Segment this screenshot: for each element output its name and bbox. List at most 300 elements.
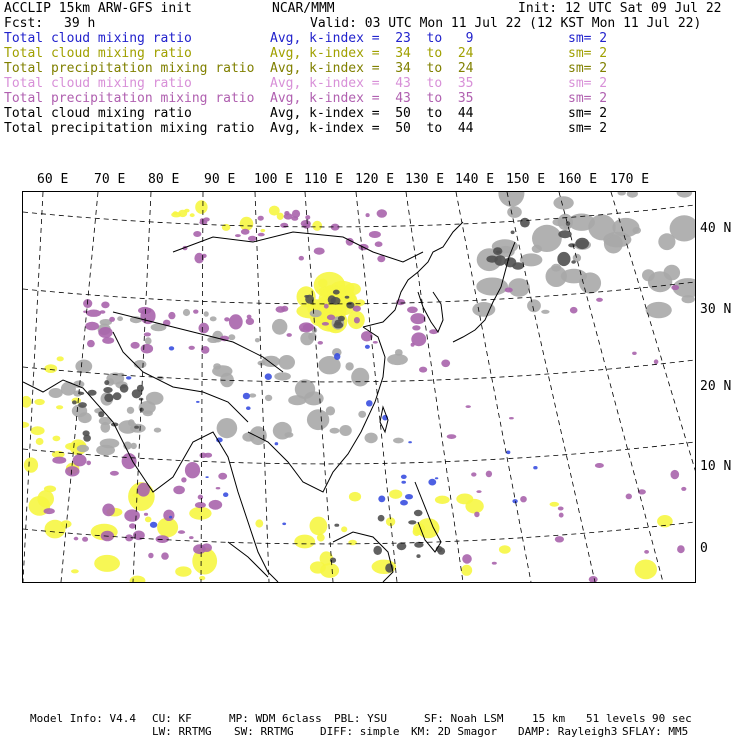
cloud-dark-patch bbox=[566, 221, 570, 226]
cloud-gray-patch bbox=[387, 354, 408, 365]
cloud-yellow-patch bbox=[37, 490, 54, 507]
cloud-yellow-patch bbox=[312, 221, 322, 231]
meridian bbox=[201, 192, 203, 582]
cloud-gray-patch bbox=[117, 316, 123, 321]
footer-item: 90 sec bbox=[652, 712, 692, 725]
precip-purple-patch bbox=[141, 344, 153, 354]
precip-purple-patch bbox=[375, 241, 383, 247]
cloud-dark-patch bbox=[571, 260, 576, 264]
cloud-yellow-patch bbox=[44, 364, 57, 373]
cloud-dark-patch bbox=[438, 547, 446, 554]
legend-range: Avg, k-index = 34 to 24 bbox=[270, 46, 474, 61]
cloud-yellow-patch bbox=[435, 496, 450, 504]
latitude-label: 10 N bbox=[700, 459, 732, 474]
precip-purple-patch bbox=[181, 477, 186, 482]
precip-purple-patch bbox=[276, 306, 286, 313]
precip-purple-patch bbox=[148, 553, 153, 559]
cloud-dark-patch bbox=[83, 435, 91, 442]
cloud-yellow-patch bbox=[341, 526, 347, 532]
cloud-gray-patch bbox=[204, 311, 209, 317]
precip-purple-patch bbox=[189, 346, 195, 350]
map-panel bbox=[22, 191, 696, 583]
forecast-label: Fcst: bbox=[4, 16, 44, 31]
precip-purple-patch bbox=[632, 352, 637, 355]
footer-item: SFLAY: MM5 bbox=[622, 725, 689, 738]
cloud-dark-patch bbox=[520, 218, 530, 228]
legend-field: Total precipitation mixing ratio bbox=[4, 91, 255, 106]
cloud-yellow-patch bbox=[130, 576, 146, 582]
precip-purple-patch bbox=[102, 504, 115, 517]
cloud-dark-patch bbox=[378, 515, 385, 522]
precip-purple-patch bbox=[124, 509, 140, 521]
footer-item: DAMP: Rayleigh3 bbox=[518, 725, 618, 738]
plot-title: ACCLIP 15km ARW-GFS init bbox=[4, 1, 192, 16]
precip-purple-patch bbox=[559, 513, 564, 518]
cloud-blue-patch bbox=[365, 345, 370, 349]
cloud-yellow-patch bbox=[31, 426, 45, 435]
cloud-yellow-patch bbox=[269, 206, 280, 216]
cloud-blue-patch bbox=[282, 523, 286, 526]
longitude-label: 120 E bbox=[355, 172, 395, 187]
precip-purple-patch bbox=[327, 315, 335, 321]
precip-purple-patch bbox=[671, 285, 679, 290]
cloud-gray-patch bbox=[498, 192, 524, 207]
precip-purple-patch bbox=[314, 248, 325, 255]
cloud-dark-patch bbox=[103, 387, 112, 393]
footer-item: Model Info: V4.4 bbox=[30, 712, 136, 725]
cloud-dark-patch bbox=[408, 520, 416, 524]
forecast-hour: 39 h bbox=[64, 16, 96, 31]
precip-purple-patch bbox=[109, 317, 115, 322]
latitude-label: 0 bbox=[700, 541, 708, 556]
cloud-gray-patch bbox=[618, 192, 626, 196]
map-canvas bbox=[23, 192, 695, 582]
latitude-label: 40 N bbox=[700, 221, 732, 236]
cloud-yellow-patch bbox=[71, 569, 79, 573]
cloud-gray-patch bbox=[627, 192, 638, 198]
precip-purple-patch bbox=[570, 307, 578, 314]
cloud-yellow-patch bbox=[461, 565, 472, 576]
valid-time: Valid: 03 UTC Mon 11 Jul 22 (12 KST Mon 11 Jul 22) bbox=[310, 16, 702, 31]
cloud-dark-patch bbox=[511, 231, 515, 235]
longitude-label: 80 E bbox=[148, 172, 180, 187]
precip-purple-patch bbox=[354, 317, 360, 323]
cloud-yellow-patch bbox=[199, 576, 205, 580]
footer-item: 51 levels bbox=[586, 712, 646, 725]
footer-item: SF: Noah LSM bbox=[424, 712, 504, 725]
cloud-gray-patch bbox=[228, 334, 235, 340]
cloud-yellow-patch bbox=[310, 517, 328, 536]
cloud-blue-patch bbox=[533, 466, 537, 469]
precip-purple-patch bbox=[299, 256, 304, 261]
precip-purple-patch bbox=[377, 209, 387, 218]
cloud-dark-patch bbox=[72, 400, 77, 404]
cloud-dark-patch bbox=[134, 426, 139, 429]
cloud-yellow-patch bbox=[34, 399, 44, 405]
cloud-blue-patch bbox=[265, 373, 272, 380]
cloud-dark-patch bbox=[397, 542, 407, 550]
legend-smoothing: sm= 2 bbox=[568, 61, 608, 76]
footer-item: CU: KF bbox=[152, 712, 192, 725]
cloud-yellow-patch bbox=[345, 283, 361, 295]
precip-purple-patch bbox=[193, 544, 206, 554]
cloud-dark-patch bbox=[504, 257, 516, 267]
precip-purple-patch bbox=[654, 359, 659, 364]
longitude-label: 70 E bbox=[94, 172, 126, 187]
cloud-gray-patch bbox=[307, 409, 329, 430]
cloud-yellow-patch bbox=[465, 499, 483, 514]
cloud-blue-patch bbox=[243, 393, 250, 400]
cloud-dark-patch bbox=[330, 558, 336, 563]
cloud-gray-patch bbox=[127, 407, 134, 414]
cloud-dark-patch bbox=[345, 296, 350, 299]
cloud-dark-patch bbox=[557, 252, 570, 266]
precip-purple-patch bbox=[373, 341, 378, 344]
cloud-yellow-patch bbox=[318, 279, 327, 288]
precip-purple-patch bbox=[193, 231, 201, 237]
legend-smoothing: sm= 2 bbox=[568, 46, 608, 61]
cloud-blue-patch bbox=[126, 376, 131, 379]
precip-purple-patch bbox=[87, 340, 95, 347]
cloud-blue-patch bbox=[405, 494, 413, 499]
longitude-label: 130 E bbox=[405, 172, 445, 187]
cloud-yellow-patch bbox=[53, 436, 61, 442]
cloud-gray-patch bbox=[272, 319, 287, 335]
cloud-gray-patch bbox=[217, 418, 238, 438]
cloud-dark-patch bbox=[104, 380, 109, 385]
precip-purple-patch bbox=[411, 343, 415, 347]
cloud-gray-patch bbox=[648, 271, 672, 292]
legend-smoothing: sm= 2 bbox=[568, 76, 608, 91]
legend-field: Total precipitation mixing ratio bbox=[4, 61, 255, 76]
cloud-blue-patch bbox=[512, 499, 517, 503]
precip-purple-patch bbox=[462, 554, 472, 564]
cloud-gray-patch bbox=[279, 355, 295, 370]
legend-field: Total cloud mixing ratio bbox=[4, 31, 192, 46]
precip-purple-patch bbox=[144, 332, 151, 336]
cloud-yellow-patch bbox=[65, 443, 79, 450]
longitude-label: 160 E bbox=[558, 172, 598, 187]
cloud-gray-patch bbox=[507, 206, 522, 218]
cloud-gray-patch bbox=[49, 388, 63, 398]
cloud-gray-patch bbox=[612, 218, 639, 237]
precip-purple-patch bbox=[86, 310, 101, 317]
precip-purple-patch bbox=[447, 434, 457, 439]
legend-field: Total cloud mixing ratio bbox=[4, 76, 192, 91]
cloud-yellow-patch bbox=[240, 217, 254, 231]
cloud-gray-patch bbox=[588, 214, 615, 240]
cloud-yellow-patch bbox=[255, 519, 263, 527]
precip-purple-patch bbox=[73, 454, 87, 466]
cloud-yellow-patch bbox=[550, 502, 560, 507]
cloud-dark-patch bbox=[416, 554, 420, 558]
cloud-gray-patch bbox=[255, 338, 260, 342]
legend-smoothing: sm= 2 bbox=[568, 91, 608, 106]
precip-purple-patch bbox=[144, 513, 148, 516]
cloud-dark-patch bbox=[414, 510, 423, 516]
cloud-gray-patch bbox=[265, 395, 272, 401]
cloud-yellow-patch bbox=[349, 492, 361, 502]
cloud-blue-patch bbox=[196, 401, 200, 403]
cloud-blue-patch bbox=[169, 346, 174, 350]
cloud-yellow-patch bbox=[24, 457, 38, 472]
cloud-blue-patch bbox=[275, 442, 279, 445]
cloud-yellow-patch bbox=[57, 356, 64, 361]
hydrometeor-fields bbox=[23, 192, 695, 582]
precip-purple-patch bbox=[229, 314, 243, 329]
longitude-label: 150 E bbox=[506, 172, 546, 187]
footer-item: MP: WDM 6class bbox=[229, 712, 322, 725]
precip-purple-patch bbox=[200, 453, 207, 459]
precip-purple-patch bbox=[626, 494, 632, 500]
longitude-label: 100 E bbox=[254, 172, 294, 187]
cloud-yellow-patch bbox=[320, 563, 339, 578]
korea-coastline bbox=[418, 292, 443, 332]
precip-purple-patch bbox=[44, 508, 55, 514]
legend-range: Avg, k-index = 23 to 9 bbox=[270, 31, 474, 46]
longitude-label: 60 E bbox=[37, 172, 69, 187]
precip-purple-patch bbox=[209, 500, 223, 510]
cloud-yellow-patch bbox=[23, 422, 29, 428]
precip-purple-patch bbox=[303, 324, 314, 331]
cloud-dark-patch bbox=[104, 394, 113, 403]
precip-purple-patch bbox=[241, 229, 250, 235]
precip-purple-patch bbox=[555, 536, 564, 542]
latitude-label: 30 N bbox=[700, 302, 732, 317]
cloud-blue-patch bbox=[401, 481, 406, 484]
cloud-gray-patch bbox=[75, 360, 92, 373]
precip-purple-patch bbox=[280, 223, 288, 228]
precip-purple-patch bbox=[218, 473, 227, 480]
cloud-yellow-patch bbox=[173, 211, 178, 215]
precip-purple-patch bbox=[86, 461, 91, 466]
cloud-yellow-patch bbox=[44, 486, 56, 493]
cloud-blue-patch bbox=[378, 496, 385, 503]
precip-purple-patch bbox=[85, 322, 99, 331]
cloud-dark-patch bbox=[568, 243, 576, 247]
cloud-dark-patch bbox=[373, 546, 382, 555]
cloud-gray-patch bbox=[249, 426, 266, 445]
cloud-dark-patch bbox=[496, 251, 501, 254]
cloud-dark-patch bbox=[334, 524, 339, 527]
precip-purple-patch bbox=[318, 341, 323, 345]
precip-purple-patch bbox=[509, 417, 514, 419]
cloud-blue-patch bbox=[506, 451, 510, 455]
precip-purple-patch bbox=[224, 317, 229, 321]
precip-purple-patch bbox=[110, 471, 119, 476]
precip-purple-patch bbox=[644, 550, 649, 554]
precip-purple-patch bbox=[52, 457, 66, 464]
legend-field: Total cloud mixing ratio bbox=[4, 106, 192, 121]
precip-purple-patch bbox=[505, 288, 513, 293]
precip-purple-patch bbox=[198, 495, 203, 500]
precip-purple-patch bbox=[671, 470, 680, 479]
cloud-blue-patch bbox=[223, 492, 228, 497]
precip-purple-patch bbox=[189, 536, 194, 539]
cloud-gray-patch bbox=[210, 316, 217, 321]
precip-purple-patch bbox=[681, 487, 686, 491]
cloud-gray-patch bbox=[183, 309, 190, 316]
cloud-gray-patch bbox=[131, 443, 137, 449]
legend-field: Total precipitation mixing ratio bbox=[4, 121, 255, 136]
cloud-gray-patch bbox=[546, 266, 567, 287]
cloud-gray-patch bbox=[677, 192, 693, 198]
precip-purple-patch bbox=[235, 234, 241, 237]
precip-purple-patch bbox=[98, 327, 112, 338]
precip-purple-patch bbox=[366, 213, 370, 217]
legend-smoothing: sm= 2 bbox=[568, 31, 608, 46]
cloud-gray-patch bbox=[146, 392, 164, 405]
legend-smoothing: sm= 2 bbox=[568, 121, 608, 136]
longitude-label: 140 E bbox=[455, 172, 495, 187]
cloud-yellow-patch bbox=[184, 209, 189, 213]
cloud-blue-patch bbox=[366, 400, 373, 406]
cloud-dark-patch bbox=[486, 256, 497, 263]
precip-purple-patch bbox=[305, 215, 310, 220]
precip-purple-patch bbox=[301, 220, 311, 227]
cloud-yellow-patch bbox=[94, 555, 120, 572]
cloud-yellow-patch bbox=[175, 566, 191, 576]
precip-purple-patch bbox=[102, 337, 114, 344]
precip-purple-patch bbox=[520, 496, 527, 502]
precip-purple-patch bbox=[131, 342, 140, 349]
precip-purple-patch bbox=[595, 463, 604, 468]
footer-item: LW: RRTMG bbox=[152, 725, 212, 738]
cloud-dark-patch bbox=[575, 238, 589, 249]
precip-purple-patch bbox=[258, 216, 264, 221]
cloud-gray-patch bbox=[154, 428, 161, 433]
precip-purple-patch bbox=[129, 523, 136, 528]
precip-purple-patch bbox=[589, 576, 598, 582]
cloud-blue-patch bbox=[205, 476, 208, 478]
cloud-gray-patch bbox=[295, 379, 315, 399]
precip-purple-patch bbox=[558, 507, 564, 511]
precip-purple-patch bbox=[248, 236, 257, 241]
footer-item: DIFF: simple bbox=[320, 725, 400, 738]
footer-item: KM: 2D Smagor bbox=[411, 725, 498, 738]
precip-purple-patch bbox=[324, 304, 329, 309]
cloud-gray-patch bbox=[532, 245, 542, 253]
cloud-yellow-patch bbox=[23, 396, 32, 408]
precip-purple-patch bbox=[322, 322, 329, 326]
cloud-blue-patch bbox=[400, 500, 408, 506]
cloud-yellow-patch bbox=[294, 535, 315, 549]
precip-purple-patch bbox=[173, 486, 185, 495]
cloud-blue-patch bbox=[408, 441, 412, 443]
precip-purple-patch bbox=[377, 255, 385, 262]
precip-purple-patch bbox=[101, 302, 109, 309]
cloud-gray-patch bbox=[274, 372, 291, 380]
precip-purple-patch bbox=[284, 211, 289, 215]
cloud-dark-patch bbox=[78, 402, 87, 408]
precip-purple-patch bbox=[161, 552, 169, 559]
cloud-gray-patch bbox=[541, 310, 549, 314]
footer-item: 15 km bbox=[532, 712, 566, 725]
legend-field: Total cloud mixing ratio bbox=[4, 46, 192, 61]
legend-smoothing: sm= 2 bbox=[568, 106, 608, 121]
cloud-gray-patch bbox=[508, 278, 530, 297]
precip-purple-patch bbox=[195, 502, 206, 508]
init-time: Init: 12 UTC Sat 09 Jul 22 bbox=[518, 1, 722, 16]
cloud-yellow-patch bbox=[260, 229, 265, 232]
legend-range: Avg, k-index = 34 to 24 bbox=[270, 61, 474, 76]
precip-purple-patch bbox=[168, 312, 175, 319]
cloud-gray-patch bbox=[118, 373, 124, 377]
cloud-yellow-patch bbox=[348, 540, 357, 546]
cloud-yellow-patch bbox=[635, 560, 657, 580]
cloud-yellow-patch bbox=[413, 527, 421, 536]
precip-purple-patch bbox=[138, 307, 151, 314]
cloud-dark-patch bbox=[328, 295, 336, 304]
cloud-blue-patch bbox=[401, 475, 407, 479]
parallel bbox=[23, 522, 695, 544]
cloud-gray-patch bbox=[358, 411, 366, 418]
precip-purple-patch bbox=[82, 537, 88, 542]
cloud-gray-patch bbox=[249, 393, 256, 397]
cloud-gray-patch bbox=[284, 432, 293, 438]
cloud-yellow-patch bbox=[189, 507, 211, 520]
latitude-label: 20 N bbox=[700, 379, 732, 394]
precip-purple-patch bbox=[407, 307, 418, 314]
precip-purple-patch bbox=[596, 298, 603, 302]
precip-purple-patch bbox=[65, 466, 79, 476]
cloud-gray-patch bbox=[365, 433, 378, 444]
cloud-gray-patch bbox=[393, 438, 404, 444]
cloud-yellow-patch bbox=[56, 405, 63, 409]
cloud-gray-patch bbox=[553, 196, 573, 209]
borneo-coastline bbox=[333, 532, 393, 582]
cloud-yellow-patch bbox=[195, 200, 207, 214]
cloud-yellow-patch bbox=[296, 304, 324, 319]
legend-range: Avg, k-index = 43 to 35 bbox=[270, 76, 474, 91]
precip-purple-patch bbox=[193, 310, 198, 314]
precip-purple-patch bbox=[466, 405, 471, 408]
footer-item: PBL: YSU bbox=[334, 712, 387, 725]
footer-item: SW: RRTMG bbox=[234, 725, 294, 738]
precip-purple-patch bbox=[178, 530, 185, 534]
precip-purple-patch bbox=[412, 325, 420, 330]
cloud-gray-patch bbox=[345, 362, 353, 370]
cloud-dark-patch bbox=[132, 389, 142, 398]
precip-purple-patch bbox=[441, 360, 450, 368]
precip-purple-patch bbox=[677, 545, 685, 553]
precip-purple-patch bbox=[353, 306, 361, 312]
cloud-gray-patch bbox=[100, 439, 120, 449]
cloud-yellow-patch bbox=[190, 213, 195, 217]
cloud-yellow-patch bbox=[499, 545, 511, 554]
cloud-blue-patch bbox=[150, 522, 157, 528]
cloud-gray-patch bbox=[339, 425, 351, 436]
cloud-gray-patch bbox=[300, 332, 314, 345]
cloud-gray-patch bbox=[310, 310, 322, 318]
cloud-yellow-patch bbox=[145, 517, 152, 523]
longitude-label: 90 E bbox=[204, 172, 236, 187]
cloud-yellow-patch bbox=[389, 490, 402, 499]
mongolia-border bbox=[173, 232, 423, 262]
cloud-gray-patch bbox=[682, 295, 695, 303]
precip-purple-patch bbox=[474, 512, 479, 518]
precip-purple-patch bbox=[369, 231, 381, 238]
cloud-gray-patch bbox=[646, 302, 672, 318]
precip-purple-patch bbox=[246, 318, 254, 325]
cloud-gray-patch bbox=[77, 445, 89, 452]
center-label: NCAR/MMM bbox=[272, 1, 335, 16]
cloud-dark-patch bbox=[120, 384, 129, 392]
precip-purple-patch bbox=[492, 562, 497, 565]
precip-purple-patch bbox=[476, 490, 481, 493]
cloud-dark-patch bbox=[338, 316, 345, 322]
meridian bbox=[356, 192, 397, 582]
